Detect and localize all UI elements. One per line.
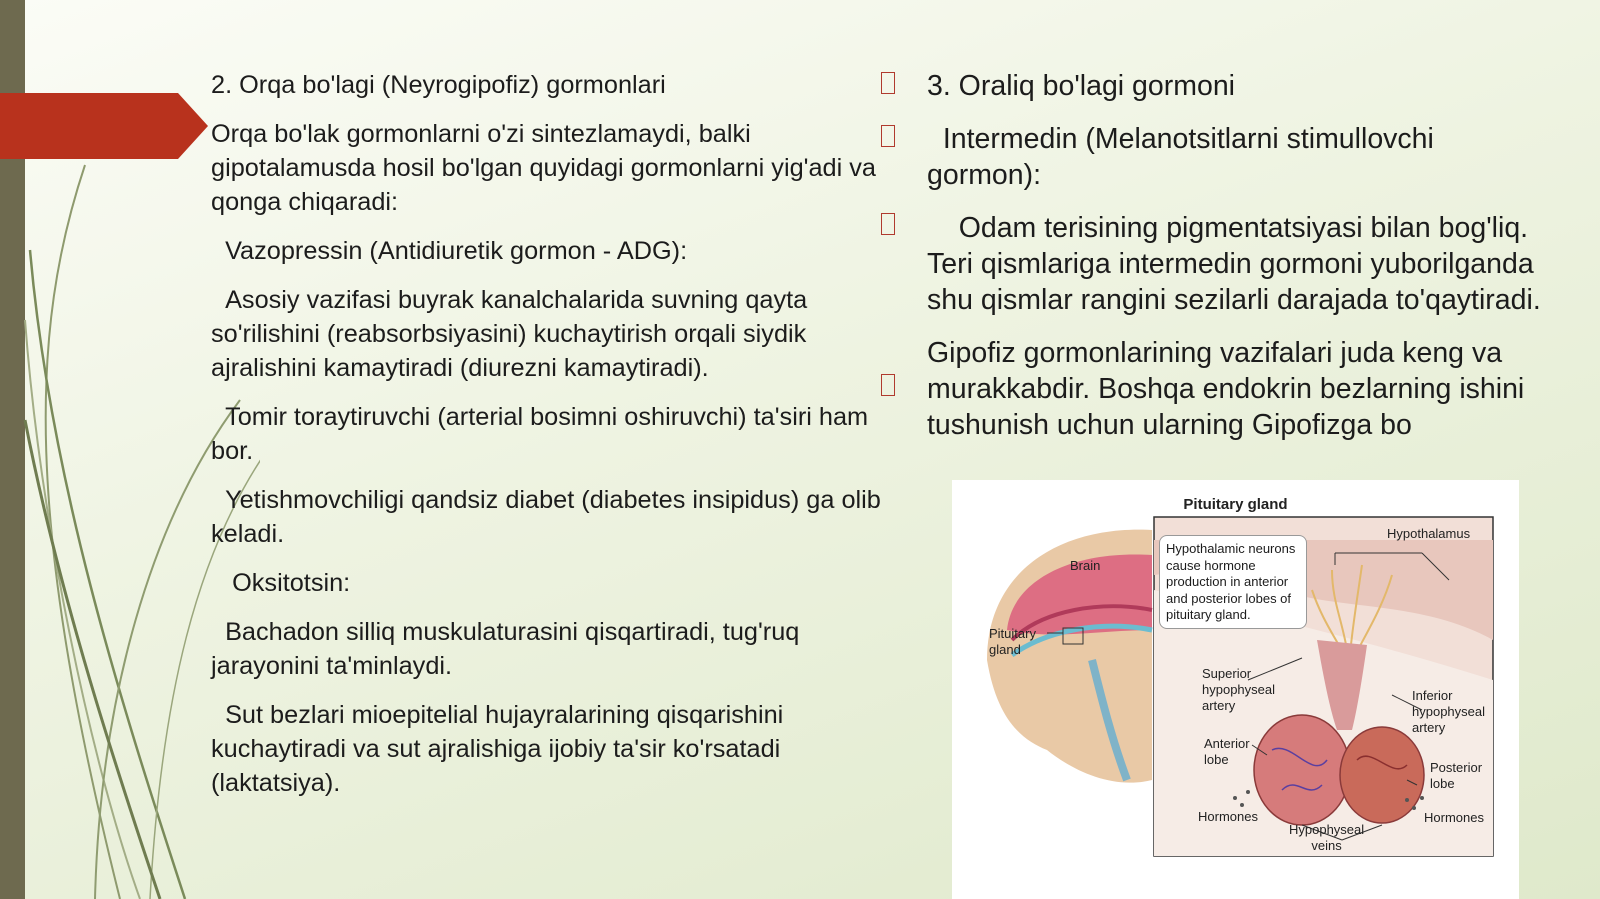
bullet-box-icon	[881, 374, 895, 396]
left-paragraph-5: Yetishmovchiligi qandsiz diabet (diabetes insipidus) ga olib keladi.	[211, 486, 888, 548]
left-paragraph-1: Orqa bo'lak gormonlarni o'zi sintezlamaydi, balki gipotalamusda hosil bo'lgan quyidagi gormonlarni yig'adi va qonga chiqaradi:	[211, 120, 884, 216]
bullet-box-icon	[881, 72, 895, 94]
label-hypophyseal-veins: Hypophyseal veins	[1289, 822, 1365, 853]
right-paragraph-2: Odam terisining pigmentatsiyasi bilan bog'liq. Teri qismlariga intermedin gormoni yuborilganda shu qismlar rangini sezilarli darajada to'qaytiradi.	[927, 212, 1542, 316]
figure-title: Pituitary gland	[1183, 496, 1288, 513]
label-inferior-hypophyseal-artery: Inferior hypophyseal artery	[1412, 688, 1485, 735]
right-paragraph-3: Gipofiz gormonlarining vazifalari juda keng va murakkabdir. Boshqa endokrin bezlarning ishini tushunish uchun ularning Gipofizga bo	[927, 337, 1533, 441]
label-pituitary-gland: Pituitary gland	[989, 626, 1036, 657]
left-paragraph-8: Sut bezlari mioepitelial hujayralarining qisqarishini kuchaytiradi va sut ajralishiga ijobiy ta'sir ko'rsatadi (laktatsiya).	[211, 701, 791, 797]
left-paragraph-7: Bachadon silliq muskulaturasini qisqartiradi, tug'ruq jarayonini ta'minlaydi.	[211, 618, 807, 680]
pituitary-gland-figure	[952, 480, 1519, 899]
left-text-column	[211, 68, 891, 815]
label-hypothalamus: Hypothalamus	[1387, 526, 1471, 541]
right-text-column	[927, 68, 1547, 460]
label-hormones-right: Hormones	[1424, 810, 1484, 825]
left-paragraph-4: Tomir toraytiruvchi (arterial bosimni oshiruvchi) ta'siri ham bor.	[211, 403, 876, 465]
right-paragraph-1: Intermedin (Melanotsitlarni stimullovchi gormon):	[927, 123, 1442, 191]
left-paragraph-2: Vazopressin (Antidiuretik gormon - ADG):	[211, 237, 688, 265]
bullet-box-icon	[881, 125, 895, 147]
hypothalamic-neurons-callout: Hypothalamic neurons cause hormone production in anterior and posterior lobes of pituitary gland.	[1159, 535, 1307, 629]
label-superior-hypophyseal-artery: Superior hypophyseal artery	[1202, 666, 1275, 713]
label-hormones-left: Hormones	[1198, 809, 1258, 824]
label-anterior-lobe: Anterior lobe	[1204, 736, 1250, 767]
left-paragraph-3: Asosiy vazifasi buyrak kanalchalarida suvning qayta so'rilishini (reabsorbsiyasini) kuchaytirish orqali siydik ajralishini kamaytiradi (diurezni kamaytiradi).	[211, 286, 815, 382]
label-posterior-lobe: Posterior lobe	[1430, 760, 1483, 791]
left-paragraph-6: Oksitotsin:	[211, 569, 351, 597]
left-heading: 2. Orqa bo'lagi (Neyrogipofiz) gormonlari	[211, 71, 666, 99]
label-brain: Brain	[1070, 558, 1101, 573]
red-arrow-shape	[0, 93, 208, 159]
right-heading: 3. Oraliq bo'lagi gormoni	[927, 70, 1236, 102]
bullet-box-icon	[881, 213, 895, 235]
